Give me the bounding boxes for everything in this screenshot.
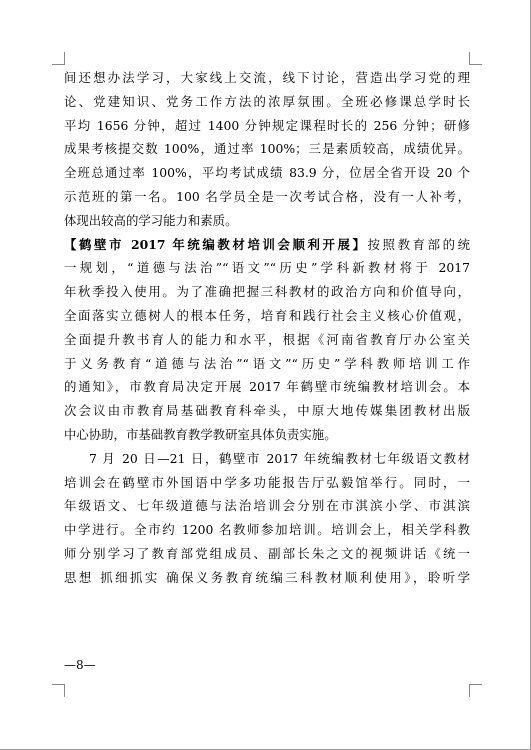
text-line: 示范班的第一名。100 名学员全是一次考试合格，没有一人补考， [64, 188, 470, 204]
text-line: 年级语文、七年级道德与法治培训会分别在市淇滨小学、市淇滨 [64, 498, 470, 514]
text-line: 中心协助，市基础教育教学教研室具体负责实施。 [64, 426, 337, 442]
section-heading: 【鹤壁市 2017 年统编教材培训会顺利开展】 [64, 236, 368, 252]
section-heading-line [64, 233, 470, 257]
body-text [64, 66, 470, 590]
text-line: 体现出较高的学习能力和素质。 [64, 212, 238, 228]
text-line: 思想 抓细抓实 确保义务教育统编三科教材顺利使用》，聆听学 [64, 569, 470, 585]
text-line: 全面落实立德树人的根本任务，培育和践行社会主义核心价值观， [64, 307, 470, 323]
text-line: 全班总通过率 100%，平均考试成绩 83.9 分，位居全省开设 20 个 [64, 165, 470, 181]
page-number: —8— [64, 658, 96, 672]
text-line: 于义务教育“道德与法治”“语文”“历史”学科教师培训工作 [64, 355, 470, 371]
text-line: 的通知》，市教育局决定开展 2017 年鹤壁市统编教材培训会。本 [64, 379, 470, 395]
text-line: 师分别学习了教育部党组成员、副部长朱之文的视频讲话《统一 [64, 545, 470, 561]
crop-mark-top-right [469, 52, 482, 65]
text-line: 年秋季投入使用。为了准确把握三科教材的政治方向和价值导向， [64, 284, 470, 300]
crop-mark-bottom-left [52, 684, 65, 697]
text-line: 间还想办法学习，大家线上交流，线下讨论，营造出学习党的理 [64, 70, 470, 85]
text-line: 7 月 20 日—21 日，鹤壁市 2017 年统编教材七年级语文教材 [89, 450, 470, 466]
text-line: 全面提升教书育人的能力和水平，根据《河南省教育厅办公室关 [64, 331, 470, 347]
text-line: 成果考核提交数 100%，通过率 100%；三是素质较高，成绩优异。 [64, 141, 470, 157]
text-line: 一规划，“道德与法治”“语文”“历史”学科新教材将于 2017 [64, 260, 470, 276]
text-line: 论、党建知识、党务工作方法的浓厚氛围。全班必修课总学时长 [64, 93, 470, 109]
text-fragment: 按照教育部的统 [367, 236, 471, 252]
text-line: 中学进行。全市约 1200 名教师参加培训。培训会上，相关学科教 [64, 522, 470, 538]
crop-mark-bottom-right [469, 684, 482, 697]
text-line: 培训会在鹤壁市外国语中学多功能报告厅弘毅馆举行。同时，一 [64, 474, 470, 490]
crop-mark-top-left [52, 52, 65, 65]
text-line: 平均 1656 分钟，超过 1400 分钟规定课程时长的 256 分钟；研修 [64, 117, 470, 133]
text-line: 次会议由市教育局基础教育科牵头，中原大地传媒集团教材出版 [64, 403, 470, 419]
